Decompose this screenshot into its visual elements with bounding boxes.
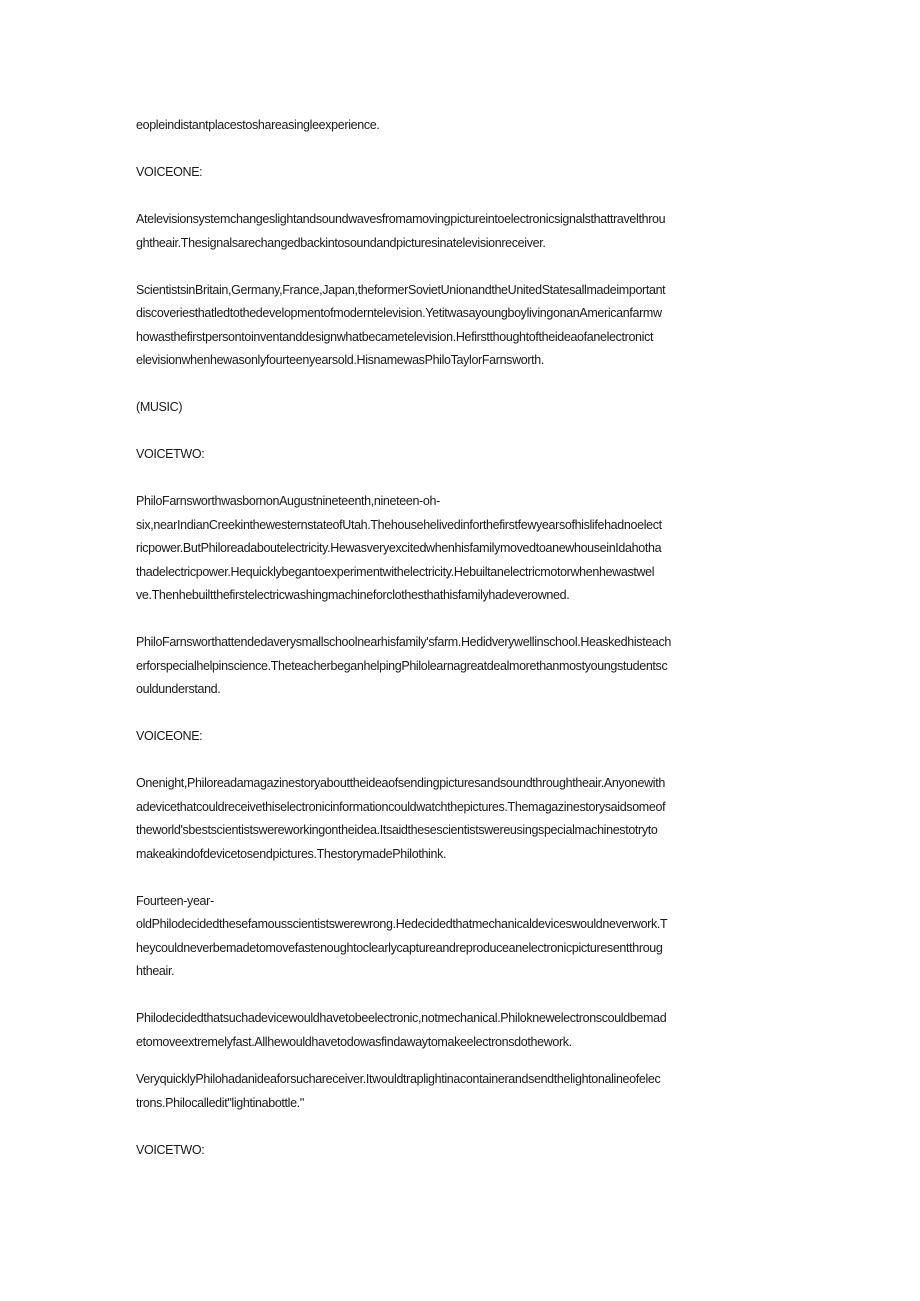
paragraph — [136, 161, 788, 185]
text-line: makeakindofdevicetosendpictures.ThestorymadePhilothink. — [136, 846, 447, 861]
text-line: theworld'sbestscientistswereworkingontheidea.Itsaidthesescientistswereusingspecialmachinestotryto — [136, 823, 658, 837]
text-line: Onenight,Philoreadamagazinestoryabouttheideaofsendingpicturesandsoundthroughtheair.Anyonewith — [136, 776, 665, 790]
paragraph — [136, 1068, 788, 1115]
paragraph — [136, 490, 788, 608]
text-line: ouldunderstand. — [136, 682, 221, 696]
paragraph — [136, 1007, 788, 1054]
document-body — [136, 114, 788, 1186]
text-line: Philodecidedthatsuchadevicewouldhavetobeelectronic,notmechanical.Philoknewelectronscouldbemad — [136, 1011, 667, 1025]
text-line: ScientistsinBritain,Germany,France,Japan,theformerSovietUnionandtheUnitedStatesallmadeimportant — [136, 282, 666, 297]
text-line: VeryquicklyPhilohadanideaforsuchareceiver.Itwouldtraplightinacontainerandsendthelightonalineofelec — [136, 1072, 661, 1086]
text-line: (MUSIC) — [136, 400, 183, 414]
paragraph — [136, 725, 788, 749]
paragraph — [136, 208, 788, 255]
text-line: howasthefirstpersontoinventanddesignwhatbecametelevision.Hefirstthoughtoftheideaofanelectronict — [136, 329, 654, 344]
paragraph — [136, 890, 788, 984]
text-line: PhiloFarnsworthwasbornonAugustnineteenth,nineteen-oh- — [136, 494, 440, 508]
text-line: VOICEONE: — [136, 165, 203, 179]
text-line: VOICETWO: — [136, 447, 205, 461]
text-line: htheair. — [136, 964, 175, 978]
paragraph — [136, 772, 788, 866]
text-line: etomoveextremelyfast.Allhewouldhavetodowasfindawaytomakeelectronsdothework. — [136, 1034, 572, 1049]
paragraph — [136, 1139, 788, 1163]
text-line: VOICEONE: — [136, 729, 203, 743]
paragraph — [136, 114, 788, 138]
text-line: erforspecialhelpinscience.TheteacherbeganhelpingPhilolearnagreatdealmorethanmostyoungstudentsc — [136, 658, 668, 673]
text-line: six,nearIndianCreekinthewesternstateofUtah.Thehousehelivedinforthefirstfewyearsofhislifehadnoelect — [136, 517, 662, 532]
text-line: adevicethatcouldreceivethiselectronicinformationcouldwatchthepictures.Themagazinestorysaidsomeof — [136, 799, 666, 814]
text-line: trons.Philocalledit"lightinabottle." — [136, 1095, 304, 1110]
text-line: ghtheair.Thesignalsarechangedbackintosoundandpicturesinatelevisionreceiver. — [136, 235, 546, 250]
text-line: Atelevisionsystemchangeslightandsoundwavesfromamovingpictureintoelectronicsignalsthattravelthrou — [136, 212, 666, 226]
text-line: elevisionwhenhewasonlyfourteenyearsold.HisnamewasPhiloTaylorFarnsworth. — [136, 353, 545, 367]
text-line: discoveriesthatledtothedevelopmentofmoderntelevision.YetitwasayoungboylivingonanAmericanfarmw — [136, 306, 662, 320]
text-line: thadelectricpower.Hequicklybegantoexperimentwithelectricity.Hebuiltanelectricmotorwhenhewastwel — [136, 564, 655, 579]
text-line: heycouldneverbemadetomovefastenoughtoclearlycaptureandreproduceanelectronicpicturesentthroug — [136, 940, 663, 955]
text-line: VOICETWO: — [136, 1142, 205, 1157]
text-line: Fourteen-year- — [136, 893, 214, 908]
paragraph — [136, 396, 788, 420]
text-line: ve.Thenhebuiltthefirstelectricwashingmachineforclothesthathisfamilyhadeverowned. — [136, 588, 570, 602]
text-line: PhiloFarnsworthattendedaverysmallschoolnearhisfamily'sfarm.Hedidverywellinschool.Heaskedhisteach — [136, 635, 672, 649]
paragraph — [136, 631, 788, 702]
text-line: oldPhilodecidedthesefamousscientistswerewrong.Hedecidedthatmechanicaldeviceswouldneverwork.T — [136, 917, 668, 931]
paragraph — [136, 279, 788, 373]
text-line: eopleindistantplacestoshareasingleexperience. — [136, 118, 380, 132]
paragraph — [136, 443, 788, 467]
text-line: ricpower.ButPhiloreadaboutelectricity.HewasveryexcitedwhenhisfamilymovedtoanewhouseinIdahotha — [136, 541, 662, 555]
